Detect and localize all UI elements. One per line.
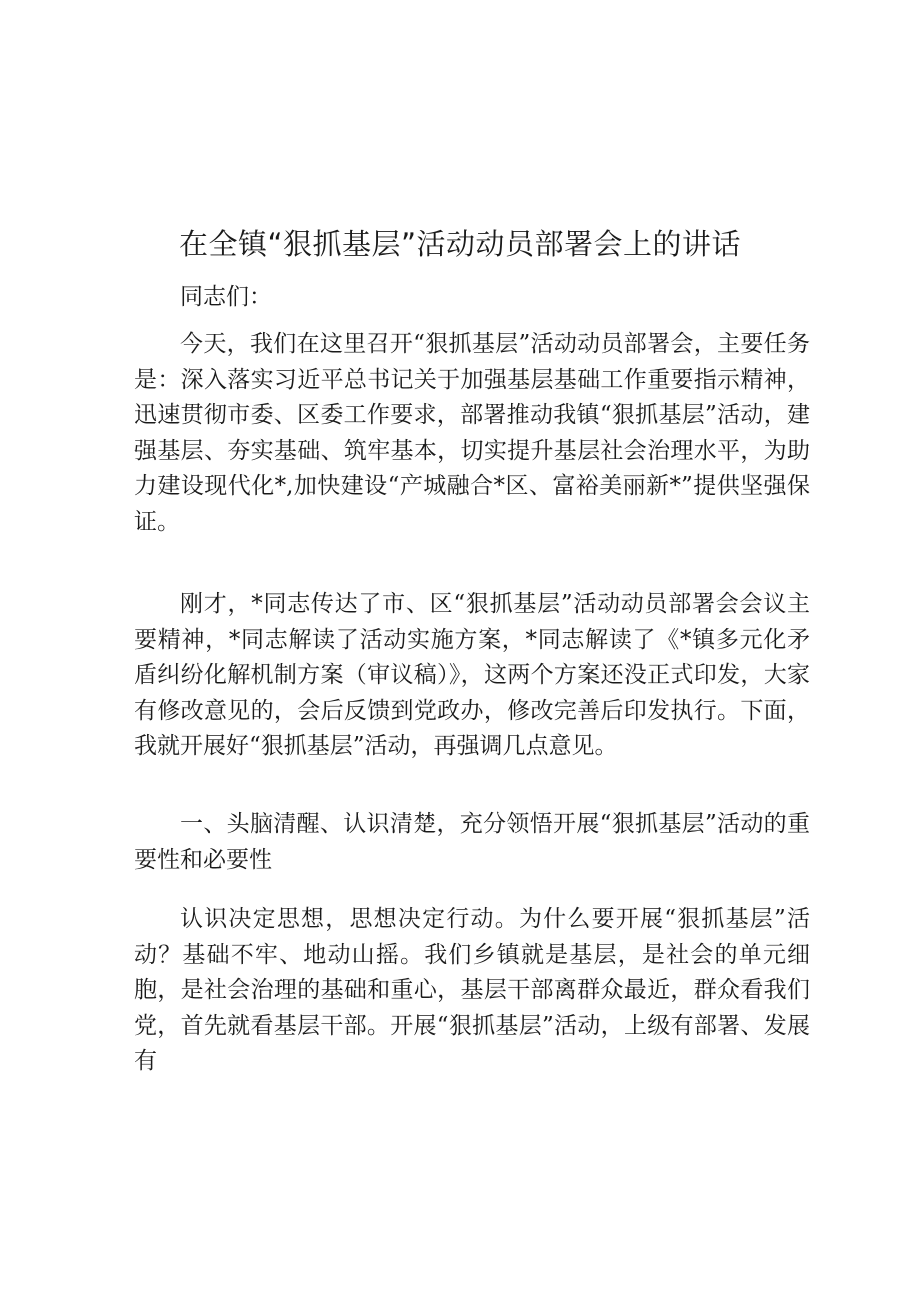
salutation: 同志们： (180, 284, 272, 310)
section-heading-1: 一、头脑清醒、认识清楚，充分领悟开展“狠抓基层”活动的重要性和必要性 (134, 811, 810, 873)
document-title: 在全镇“狠抓基层”活动动员部署会上的讲话 (178, 227, 742, 261)
paragraph-understanding: 认识决定思想，思想决定行动。为什么要开展“狠抓基层”活动？基础不牢、地动山摇。我们乡镇就是基层，是社会的单元细胞，是社会治理的基础和重心，基层干部离群众最近，群众看我们党，首先就看基层干部。开展“狠抓基层”活动，上级有部署、发展有 (134, 906, 810, 1074)
paragraph-meeting-recap: 刚才，*同志传达了市、区“狠抓基层”活动动员部署会会议主要精神，*同志解读了活动实施方案，*同志解读了《*镇多元化矛盾纠纷化解机制方案（审议稿）》，这两个方案还没正式印发，大家有修改意见的，会后反馈到党政办，修改完善后印发执行。下面，我就开展好“狠抓基层”活动，再强调几点意见。 (134, 591, 810, 759)
paragraph-intro: 今天，我们在这里召开“狠抓基层”活动动员部署会，主要任务是：深入落实习近平总书记关于加强基层基础工作重要指示精神，迅速贯彻市委、区委工作要求，部署推动我镇“狠抓基层”活动，建强基层、夯实基础、筑牢基本，切实提升基层社会治理水平，为助力建设现代化*,加快建设“产城融合*区、富裕美丽新*”提供坚强保证。 (134, 331, 810, 535)
